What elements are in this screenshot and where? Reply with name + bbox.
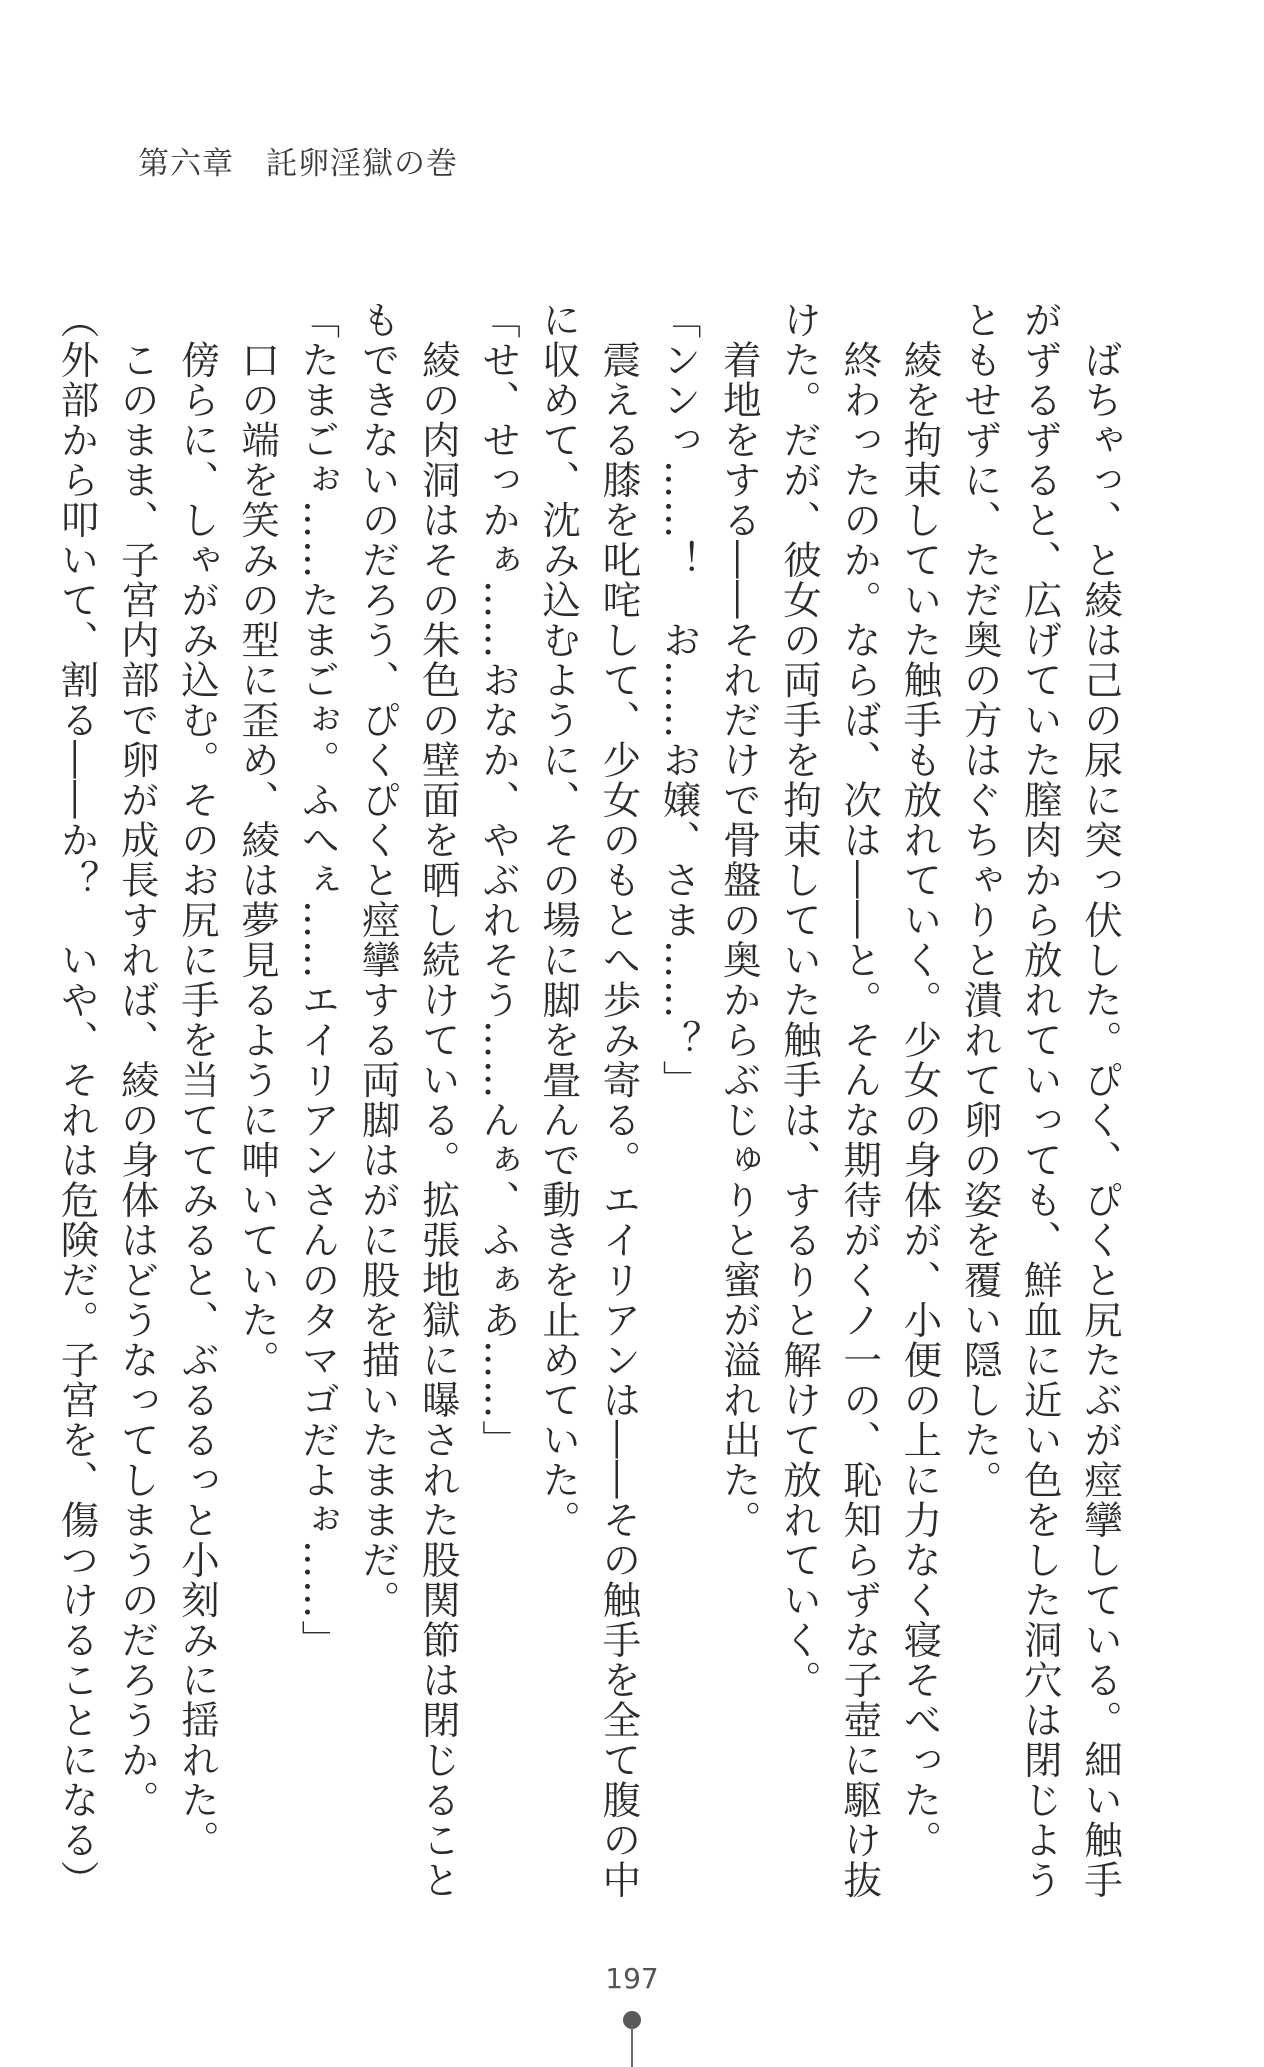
- text-line: もできないのだろう、ぴくぴくと痙攣する両脚はがに股を描いたままだ。: [355, 300, 401, 1620]
- text-line: ばちゃっ、と綾は己の尿に突っ伏した。ぴく、ぴくと尻たぶが痙攣している。細い触手: [1078, 300, 1123, 1900]
- text-line: このまま、子宮内部で卵が成長すれば、綾の身体はどうなってしまうのだろうか。: [114, 300, 160, 1820]
- text-line: 着地をする――それだけで骨盤の奥からぶじゅりと蜜が溢れ出た。: [716, 300, 762, 1540]
- text-line: ともせずに、ただ奥の方はぐちゃりと潰れて卵の姿を覆い隠した。: [957, 300, 1003, 1500]
- text-line: 綾を拘束していた触手も放れていく。少女の身体が、小便の上に力なく寝そべった。: [897, 300, 943, 1860]
- text-line: 震える膝を叱咤して、少女のもとへ歩み寄る。エイリアンは――その触手を全て腹の中: [596, 300, 642, 1900]
- text-line: 「せ、せっかぁ……おなか、やぶれそう……んぁ、ふぁあ……」: [475, 300, 521, 1460]
- text-line: 傍らに、しゃがみ込む。そのお尻に手を当ててみると、ぶるるっと小刻みに揺れた。: [174, 300, 220, 1860]
- body-text: [54, 300, 1130, 1900]
- text-line: （外部から叩いて、割る――か？ いや、それは危険だ。子宮を、傷つけることになる）: [54, 300, 100, 1900]
- text-line: 終わったのか。ならば、次は――と。そんな期待がくノ一の、恥知らずな子壺に駆け抜: [837, 300, 883, 1900]
- chapter-header: 第六章 託卵淫獄の巻: [138, 146, 458, 182]
- page-marker-line: [631, 2025, 633, 2067]
- text-line: に収めて、沈み込むように、その場に脚を畳んで動きを止めていた。: [536, 300, 582, 1540]
- text-line: がずるずると、広げていた膣肉から放れていっても、鮮血に近い色をした洞穴は閉じよう: [1017, 300, 1063, 1900]
- text-line: 綾の肉洞はその朱色の壁面を晒し続けている。拡張地獄に曝された股関節は閉じること: [415, 300, 461, 1900]
- text-line: 口の端を笑みの型に歪め、綾は夢見るように呻いていた。: [235, 300, 281, 1380]
- text-line: 「たまごぉ……たまごぉ。ふへぇ……エイリアンさんのタマゴだよぉ……」: [295, 300, 341, 1660]
- page-number: 197: [605, 1962, 659, 1995]
- text-line: けた。だが、彼女の両手を拘束していた触手は、するりと解けて放れていく。: [776, 300, 822, 1700]
- text-line: 「ンンっ……！ お……お嬢、さま……？」: [656, 300, 702, 1100]
